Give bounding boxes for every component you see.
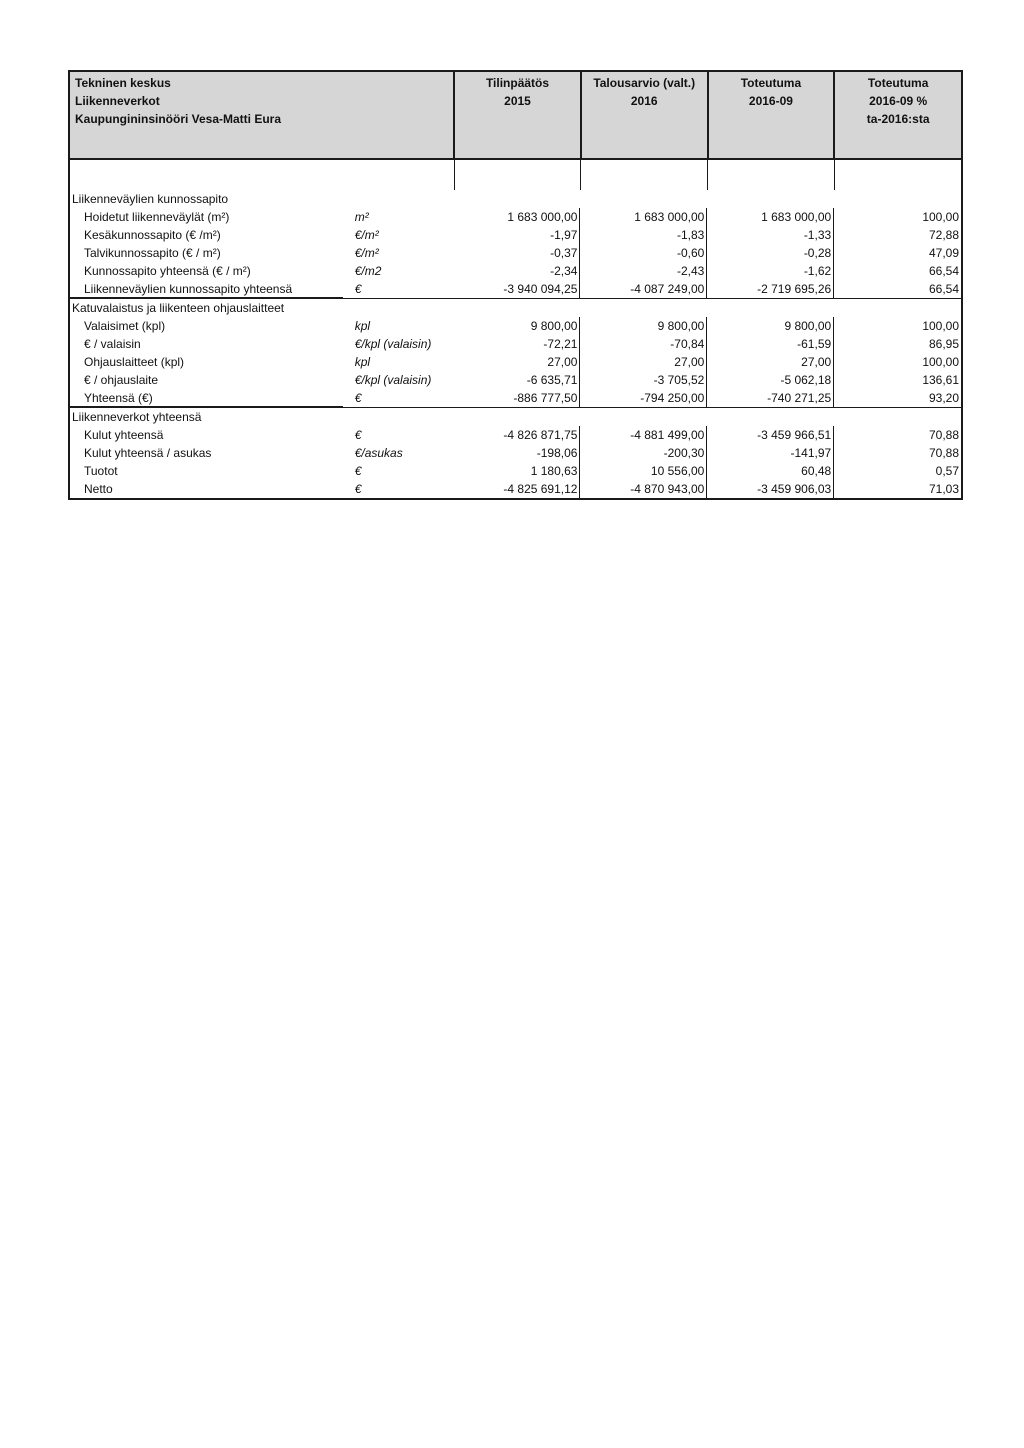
value-percent: 71,03: [929, 482, 960, 496]
value-2016-09: 9 800,00: [707, 317, 834, 335]
row-unit: €: [354, 391, 362, 405]
value-2016-09: -740 271,25: [707, 389, 834, 407]
table-row: [70, 462, 961, 480]
org-title-block: [70, 72, 455, 158]
value-2016-09: -1,33: [707, 226, 834, 244]
row-unit: €/asukas: [354, 446, 403, 460]
value-2015: -72,21: [454, 335, 581, 353]
value-2016-09: -141,97: [707, 444, 834, 462]
section-header-row: [70, 407, 961, 426]
value-percent: 66,54: [929, 282, 960, 296]
value-2016: -4 087 249,00: [580, 280, 707, 298]
table-body: [68, 190, 963, 500]
value-2015: -4 825 691,12: [454, 480, 581, 498]
row-label: Talvikunnossapito (€ / m²): [84, 246, 221, 260]
table-row: [70, 208, 961, 226]
value-2016: 10 556,00: [580, 462, 707, 480]
value-percent: 93,20: [929, 391, 960, 405]
value-2016: -1,83: [580, 226, 707, 244]
value-2015: -6 635,71: [454, 371, 581, 389]
column-header-2015: Tilinpäätös 2015: [455, 72, 582, 158]
column-header-2016: Talousarvio (valt.) 2016: [582, 72, 709, 158]
value-2015: -886 777,50: [454, 389, 581, 407]
spacer-row: [68, 160, 963, 190]
value-percent: 100,00: [922, 210, 960, 224]
value-2016-09: 27,00: [707, 353, 834, 371]
value-2016-09: 1 683 000,00: [707, 208, 834, 226]
org-contact: Kaupungininsinööri Vesa-Matti Eura: [75, 112, 282, 126]
table-row: [70, 353, 961, 371]
value-2015: -1,97: [454, 226, 581, 244]
value-2016: -0,60: [580, 244, 707, 262]
value-2016: 1 683 000,00: [580, 208, 707, 226]
value-percent: 86,95: [929, 337, 960, 351]
row-label: Hoidetut liikenneväylät (m²): [84, 210, 230, 224]
value-2015: 9 800,00: [454, 317, 581, 335]
org-unit: Liikenneverkot: [75, 94, 160, 108]
report-table: [68, 70, 963, 500]
table-row: [70, 389, 961, 407]
row-label: € / ohjauslaite: [84, 373, 159, 387]
row-unit: €: [354, 282, 362, 296]
value-2016: -70,84: [580, 335, 707, 353]
section-title: Liikenneverkot yhteensä: [72, 410, 202, 424]
value-2016-09: -3 459 966,51: [707, 426, 834, 444]
value-2016: -4 870 943,00: [580, 480, 707, 498]
value-2016-09: -0,28: [707, 244, 834, 262]
row-label: Kunnossapito yhteensä (€ / m²): [84, 264, 251, 278]
section-title: Katuvalaistus ja liikenteen ohjauslaitteet: [72, 301, 285, 315]
row-unit: m²: [354, 210, 369, 224]
row-label: Kulut yhteensä / asukas: [84, 446, 212, 460]
table-row: [70, 480, 961, 498]
table-row: [70, 371, 961, 389]
table-row: [70, 317, 961, 335]
section-header-row: [70, 298, 961, 317]
value-percent: 72,88: [929, 228, 960, 242]
row-unit: €: [354, 428, 362, 442]
value-percent: 66,54: [929, 264, 960, 278]
value-2016-09: -5 062,18: [707, 371, 834, 389]
value-2016: -2,43: [580, 262, 707, 280]
table-row: [70, 244, 961, 262]
row-unit: €/kpl (valaisin): [354, 373, 432, 387]
value-percent: 70,88: [929, 446, 960, 460]
row-label: Kulut yhteensä: [84, 428, 164, 442]
value-2016-09: -3 459 906,03: [707, 480, 834, 498]
row-label: Netto: [84, 482, 113, 496]
value-percent: 136,61: [922, 373, 960, 387]
row-unit: €/m2: [354, 264, 382, 278]
value-2015: 1 180,63: [454, 462, 581, 480]
value-2015: 27,00: [454, 353, 581, 371]
row-unit: €: [354, 482, 362, 496]
value-percent: 47,09: [929, 246, 960, 260]
row-label: Tuotot: [84, 464, 118, 478]
value-2016-09: -61,59: [707, 335, 834, 353]
row-unit: €/kpl (valaisin): [354, 337, 432, 351]
value-2016: 27,00: [580, 353, 707, 371]
value-2015: 1 683 000,00: [454, 208, 581, 226]
column-header-percent: Toteutuma 2016-09 % ta-2016:sta: [835, 72, 961, 158]
value-2016: -794 250,00: [580, 389, 707, 407]
table-row: [70, 262, 961, 280]
value-2015: -4 826 871,75: [454, 426, 581, 444]
value-percent: 100,00: [922, 319, 960, 333]
row-label: Ohjauslaitteet (kpl): [84, 355, 185, 369]
value-2015: -198,06: [454, 444, 581, 462]
row-unit: €/m²: [354, 228, 379, 242]
section-title: Liikenneväylien kunnossapito: [72, 192, 229, 206]
row-label: Liikenneväylien kunnossapito yhteensä: [70, 280, 343, 298]
value-2016: 9 800,00: [580, 317, 707, 335]
org-department: Tekninen keskus: [75, 76, 171, 90]
value-2016-09: -1,62: [707, 262, 834, 280]
column-header-2016-09: Toteutuma 2016-09: [709, 72, 836, 158]
value-2016: -3 705,52: [580, 371, 707, 389]
row-unit: €: [354, 464, 362, 478]
row-label: € / valaisin: [84, 337, 141, 351]
table-row: [70, 226, 961, 244]
table-row: [70, 335, 961, 353]
table-row: [70, 444, 961, 462]
table-header: [68, 70, 963, 160]
row-label: Valaisimet (kpl): [84, 319, 166, 333]
value-2016: -200,30: [580, 444, 707, 462]
value-percent: 0,57: [935, 464, 960, 478]
value-2016-09: 60,48: [707, 462, 834, 480]
row-label: Yhteensä (€): [70, 389, 343, 407]
row-label: Kesäkunnossapito (€ /m²): [84, 228, 221, 242]
row-unit: €/m²: [354, 246, 379, 260]
value-2015: -3 940 094,25: [454, 280, 581, 298]
value-percent: 70,88: [929, 428, 960, 442]
value-2016-09: -2 719 695,26: [707, 280, 834, 298]
row-unit: kpl: [354, 355, 371, 369]
table-row: [70, 426, 961, 444]
section-header-row: [70, 190, 961, 208]
row-unit: kpl: [354, 319, 371, 333]
value-percent: 100,00: [922, 355, 960, 369]
value-2015: -2,34: [454, 262, 581, 280]
value-2016: -4 881 499,00: [580, 426, 707, 444]
value-2015: -0,37: [454, 244, 581, 262]
table-row: [70, 280, 961, 298]
